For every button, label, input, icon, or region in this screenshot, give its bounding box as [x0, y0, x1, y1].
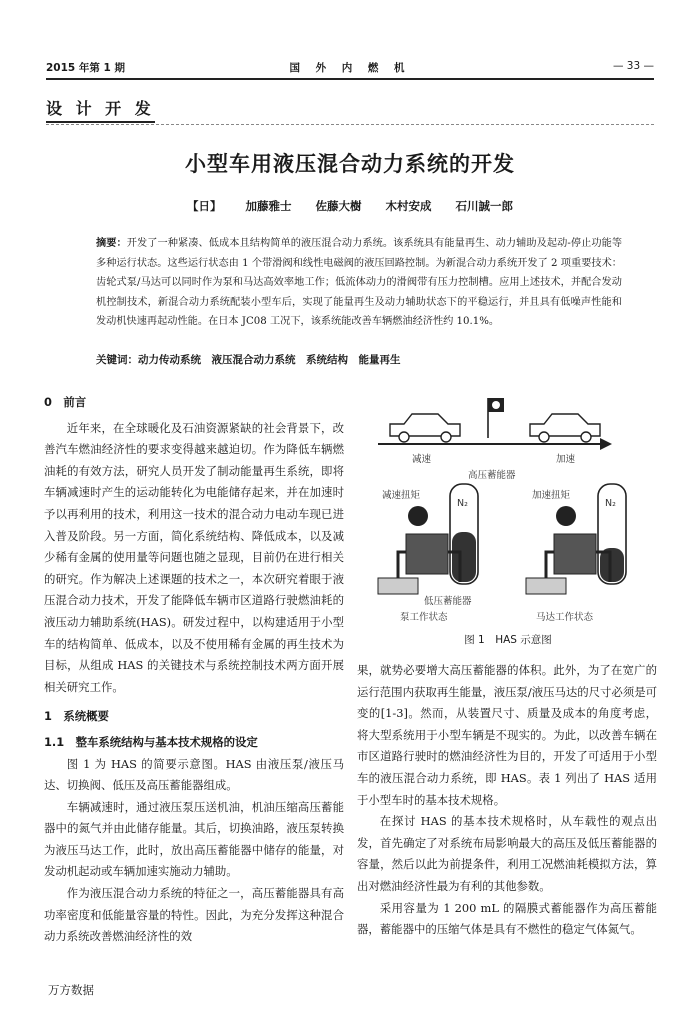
abstract-label: 摘要： — [96, 238, 127, 249]
car-accel-icon — [530, 414, 600, 442]
running-header — [46, 58, 654, 80]
car-decel-icon — [390, 414, 460, 442]
label-lp-accumulator: 低压蓄能器 — [424, 596, 472, 607]
label-accel-torque: 加速扭矩 — [532, 490, 571, 501]
section-divider — [46, 124, 654, 125]
keywords — [96, 352, 622, 367]
paragraph: 近年来，在全球暖化及石油资源紧缺的社会背景下，改善汽车燃油经济性的要求变得越来越迫切。作为降低车辆燃油耗的有效方法，研究人员开发了制动能量再生系统，即将车辆减速时产生的运动能转化为电能储存起来，并在加速时予以再利用的技术，利用这一技术的混合动力电动车现已进入普及阶段。另一方面，简化系统结构、降低成本，以及减少稀有金属的使用量等问题也随之显现，目前仍在进行相关的研究。作为解决上述课题的技术之一，本次研究着眼于液压混合动力技术，开发了能降低车辆市区道路行驶燃油耗的液压动力辅助系统(HAS)。研发过程中，以构建适用于小型车的结构简单、低成本，以及不使用稀有金属的再生技术为目标，从组成 HAS 的关键技术与系统控制技术两方面开展相关研究工作。 — [44, 420, 344, 694]
section-heading: 0 前言 — [44, 395, 87, 409]
journal-name: 国 外 内 燃 机 — [289, 62, 411, 74]
keywords-label: 关键词： — [96, 354, 138, 366]
left-column — [44, 388, 344, 948]
paragraph: 采用容量为 1 200 mL 的隔膜式蓄能器作为高压蓄能器，蓄能器中的压缩气体是具有不燃性的稳定气体氮气。 — [357, 900, 657, 937]
subsection-heading: 1.1 整车系统结构与基本技术规格的设定 — [44, 734, 258, 749]
paragraph: 在探讨 HAS 的基本技术规格时，从车载性的观点出发，首先确定了对系统布局影响最大的高压及低压蓄能器的容量，然后以此为前提条件，利用工况燃油耗模拟方法，算出对燃油经济性最为有利的其他参数。 — [357, 814, 657, 893]
lp-accumulator-left — [378, 578, 418, 594]
watermark: 万方数据 — [48, 983, 94, 997]
paper-title: 小型车用液压混合动力系统的开发 — [185, 152, 515, 176]
label-hp-accumulator: 高压蓄能器 — [468, 470, 516, 481]
author-name: 石川誠一郎 — [455, 199, 514, 213]
lp-accumulator-right — [526, 578, 566, 594]
paragraph: 作为液压混合动力系统的特征之一，高压蓄能器具有高功率密度和低能量容量的特性。因此，为充分发挥这种混合动力系统改善燃油经济性的效 — [44, 886, 344, 944]
label-accel: 加速 — [556, 454, 576, 465]
author-name: 加藤雅士 — [245, 199, 292, 213]
hp-accumulator-oil-left — [452, 532, 476, 582]
paragraph: 图 1 为 HAS 的简要示意图。HAS 由液压泵/液压马达、切换阀、低压及高压蓄能器组成。 — [44, 756, 344, 793]
system-pump-mode — [378, 484, 478, 594]
author-country: 【日】 — [186, 199, 222, 213]
pump-icon-left — [406, 534, 448, 574]
label-n2: N₂ — [457, 498, 468, 509]
engine-icon-right — [556, 506, 576, 526]
page-number: — 33 — — [612, 60, 654, 72]
road-arrow-head — [600, 438, 612, 450]
keywords-text: 动力传动系统 液压混合动力系统 系统结构 能量再生 — [138, 354, 401, 366]
abstract-text: 开发了一种紧凑、低成本且结构简单的液压混合动力系统。该系统具有能量再生、动力辅助及起动-停止功能等多种运行状态。这些运行状态由 1 个带滑阀和线性电磁阀的液压回路控制。为新混合动力系统开发了 2 项重要技术：齿轮式泵/马达可以同时作为泵和马达高效率地工作；低流体动力的滑阀带有压力控制槽。应用上述技术，并配合发动机控制技术，新混合动力系统配装小型车后，实现了能量再生及动力辅助状态下的平稳运行，并且具有低噪声性能和发动机快速再起动性能。在日本 JC08 工况下，该系统能改善车辆燃油经济性约 10.1%。 — [96, 238, 623, 328]
label-decel-torque: 减速扭矩 — [382, 490, 421, 501]
section-heading: 1 系统概要 — [44, 709, 109, 724]
paragraph: 车辆减速时，通过液压泵压送机油，机油压缩高压蓄能器中的氮气并由此储存能量。其后，切换油路，液压泵转换为液压马达工作，此时，放出高压蓄能器中储存的能量，对发动机起动或车辆加速实施动力辅助。 — [44, 799, 344, 879]
label-decel: 减速 — [412, 454, 432, 465]
author-name: 佐藤大樹 — [315, 199, 362, 213]
issue-label: 2015 年第 1 期 — [46, 62, 125, 74]
has-diagram — [360, 392, 656, 624]
label-motor-mode: 马达工作状态 — [536, 612, 594, 623]
system-motor-mode — [526, 484, 626, 594]
motor-icon-right — [554, 534, 596, 574]
abstract — [96, 234, 622, 332]
column-section-label: 设 计 开 发 — [46, 96, 155, 123]
engine-icon-left — [408, 506, 428, 526]
label-pump-mode: 泵工作状态 — [400, 612, 448, 623]
author-list — [0, 198, 700, 214]
label-n2: N₂ — [605, 498, 616, 509]
figure-has-schematic — [360, 392, 656, 646]
paragraph: 果，就势必要增大高压蓄能器的体积。此外，为了在宽广的运行范围内获取再生能量，液压泵/液压马达的尺寸必须是可变的[1-3]。然而，从装置尺寸、质量及成本的角度考虑，将大型系统用于小型车辆是不现实的。为此，以改善车辆在市区道路行驶时的燃油经济性为目的，开发了可适用于小型车的液压混合动力系统，即 HAS。表 1 列出了 HAS 适用于小型车时的基本技术规格。 — [357, 663, 657, 807]
author-name: 木村安成 — [385, 199, 432, 213]
traffic-light-icon — [488, 398, 504, 438]
right-column — [357, 660, 657, 941]
figure-caption: 图 1 HAS 示意图 — [464, 634, 552, 646]
